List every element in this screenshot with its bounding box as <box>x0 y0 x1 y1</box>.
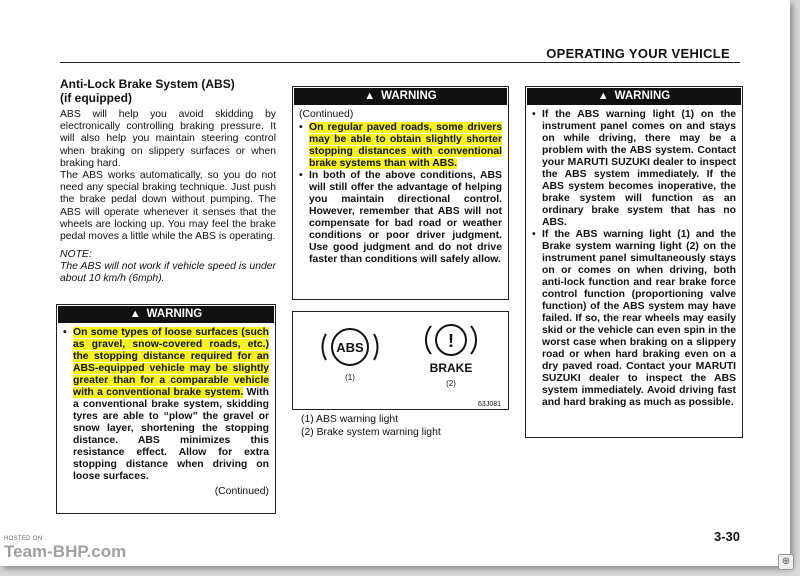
continued-label: (Continued) <box>299 109 354 120</box>
brake-warning-light-icon <box>426 325 476 375</box>
bullet-dot: • <box>63 327 67 338</box>
warning-body <box>57 324 275 502</box>
warning-body <box>293 106 508 270</box>
warning-box-paved-roads <box>292 86 509 300</box>
warning-lights-illustration <box>293 312 508 409</box>
warning-lights-figure <box>292 311 509 410</box>
bullet-text <box>73 327 269 483</box>
figure-code: 63J081 <box>478 401 501 408</box>
watermark-logo: Team-BHP.com <box>4 542 127 561</box>
watermark-hosted-label: HOSTED ON : <box>4 536 47 542</box>
warning-bullet <box>532 109 736 229</box>
abs-heading-line1: Anti-Lock Brake System (ABS) <box>60 77 235 91</box>
warning-header <box>294 88 507 105</box>
bullet-text <box>309 122 502 170</box>
bullet-text: In both of the above conditions, ABS will still offer the advantage of helping you maintain directional control. However, remember that ABS will not compensate for bad road or weather conditions or poor driver judgment. Use good judgment and do not drive faster than conditions will safely allow. <box>309 170 502 265</box>
caption-line-1: (1) ABS warning light <box>301 414 399 425</box>
caption-line-2: (2) Brake system warning light <box>301 426 441 438</box>
bullet-dot: • <box>532 229 536 240</box>
note-text: The ABS will not work if vehicle speed is under about 10 km/h (6mph). <box>60 261 276 285</box>
warning-box-loose-surfaces <box>56 304 276 514</box>
warning-bullet <box>299 122 502 170</box>
warning-triangle-icon: ▲ <box>597 90 609 102</box>
brake-icon-mark: ! <box>448 331 454 351</box>
highlighted-text: On some types of loose surfaces (such as gravel, snow-covered roads, etc.) the stopping distance required for an ABS-equipped vehicle may be slightly greater than for a comparable vehicle with a conventional brake system. <box>73 327 269 398</box>
warning-title: WARNING <box>146 308 203 320</box>
warning-title: WARNING <box>381 90 437 102</box>
bullet-text-rest: With a conventional brake system, skidding tyres are able to “plow” the gravel or snow layer, shortening the stopping distance. ABS minimizes this resistance effect. Allow for extra stopping distance when driving on loose surfaces. <box>73 387 269 482</box>
warning-header <box>527 88 741 105</box>
section-title: OPERATING YOUR VEHICLE <box>546 46 730 61</box>
warning-triangle-icon: ▲ <box>129 308 141 320</box>
brake-icon-text: BRAKE <box>429 361 473 375</box>
warning-bullet <box>63 327 269 483</box>
bullet-dot: • <box>299 170 303 181</box>
watermark <box>4 536 126 561</box>
highlighted-text: On regular paved roads, some drivers may be able to obtain slightly shorter stopping distances with conventional brake systems than with ABS. <box>309 122 502 169</box>
figure-label-1: (1) <box>345 373 355 382</box>
note-label: NOTE: <box>60 249 92 261</box>
zoom-icon[interactable]: ⊕ <box>778 554 794 570</box>
abs-heading-line2: (if equipped) <box>60 91 132 105</box>
abs-warning-light-icon <box>323 329 378 365</box>
abs-icon-text: ABS <box>336 340 364 355</box>
warning-title: WARNING <box>614 90 671 102</box>
abs-paragraph-2: The ABS works automatically, so you do not need any special braking technique. Just push the brake pedal down without pumping. The ABS will operate whenever it senses that the wheels are locking up. You may feel the brake pedal moves a little while the ABS is operating. <box>60 170 276 243</box>
bullet-text: If the ABS warning light (1) on the instrument panel comes on and stays on while driving, there may be a problem with the ABS system. Contact your MARUTI SUZUKI dealer to inspect the ABS system immediately. If the ABS system becomes inoperative, the brake system will function as an ordinary brake system that has no ABS. <box>542 109 736 228</box>
warning-box-abs-light <box>525 86 743 438</box>
bullet-dot: • <box>532 109 536 120</box>
abs-paragraph-1: ABS will help you avoid skidding by electronically controlling braking pressure. It will also help you maintain steering control when braking on slippery surfaces or when braking hard. <box>60 109 276 169</box>
header-rule <box>60 62 740 63</box>
abs-section <box>60 77 276 286</box>
warning-header <box>58 306 274 323</box>
figure-label-2: (2) <box>446 379 456 388</box>
continued-label: (Continued) <box>214 486 269 497</box>
page-number: 3-30 <box>714 529 741 544</box>
bullet-text: If the ABS warning light (1) and the Brake system warning light (2) on the instrument panel simultaneously stays on or comes on when driving, both anti-lock function and rear brake force control function (proportioning valve function) of the ABS system may have failed. If so, the rear wheels may easily skid or the vehicle can even spin in the worst case when braking on a slippery road or when hard braking even on a dry paved road. Contact your MARUTI SUZUKI dealer to inspect the ABS system immediately. Avoid driving fast and hard braking as much as possible. <box>542 229 736 408</box>
warning-triangle-icon: ▲ <box>364 90 376 102</box>
bullet-dot: • <box>299 122 303 133</box>
warning-body <box>526 106 742 413</box>
figure-caption <box>301 414 441 439</box>
warning-bullet <box>532 229 736 409</box>
abs-heading <box>60 77 276 105</box>
warning-bullet <box>299 170 502 266</box>
